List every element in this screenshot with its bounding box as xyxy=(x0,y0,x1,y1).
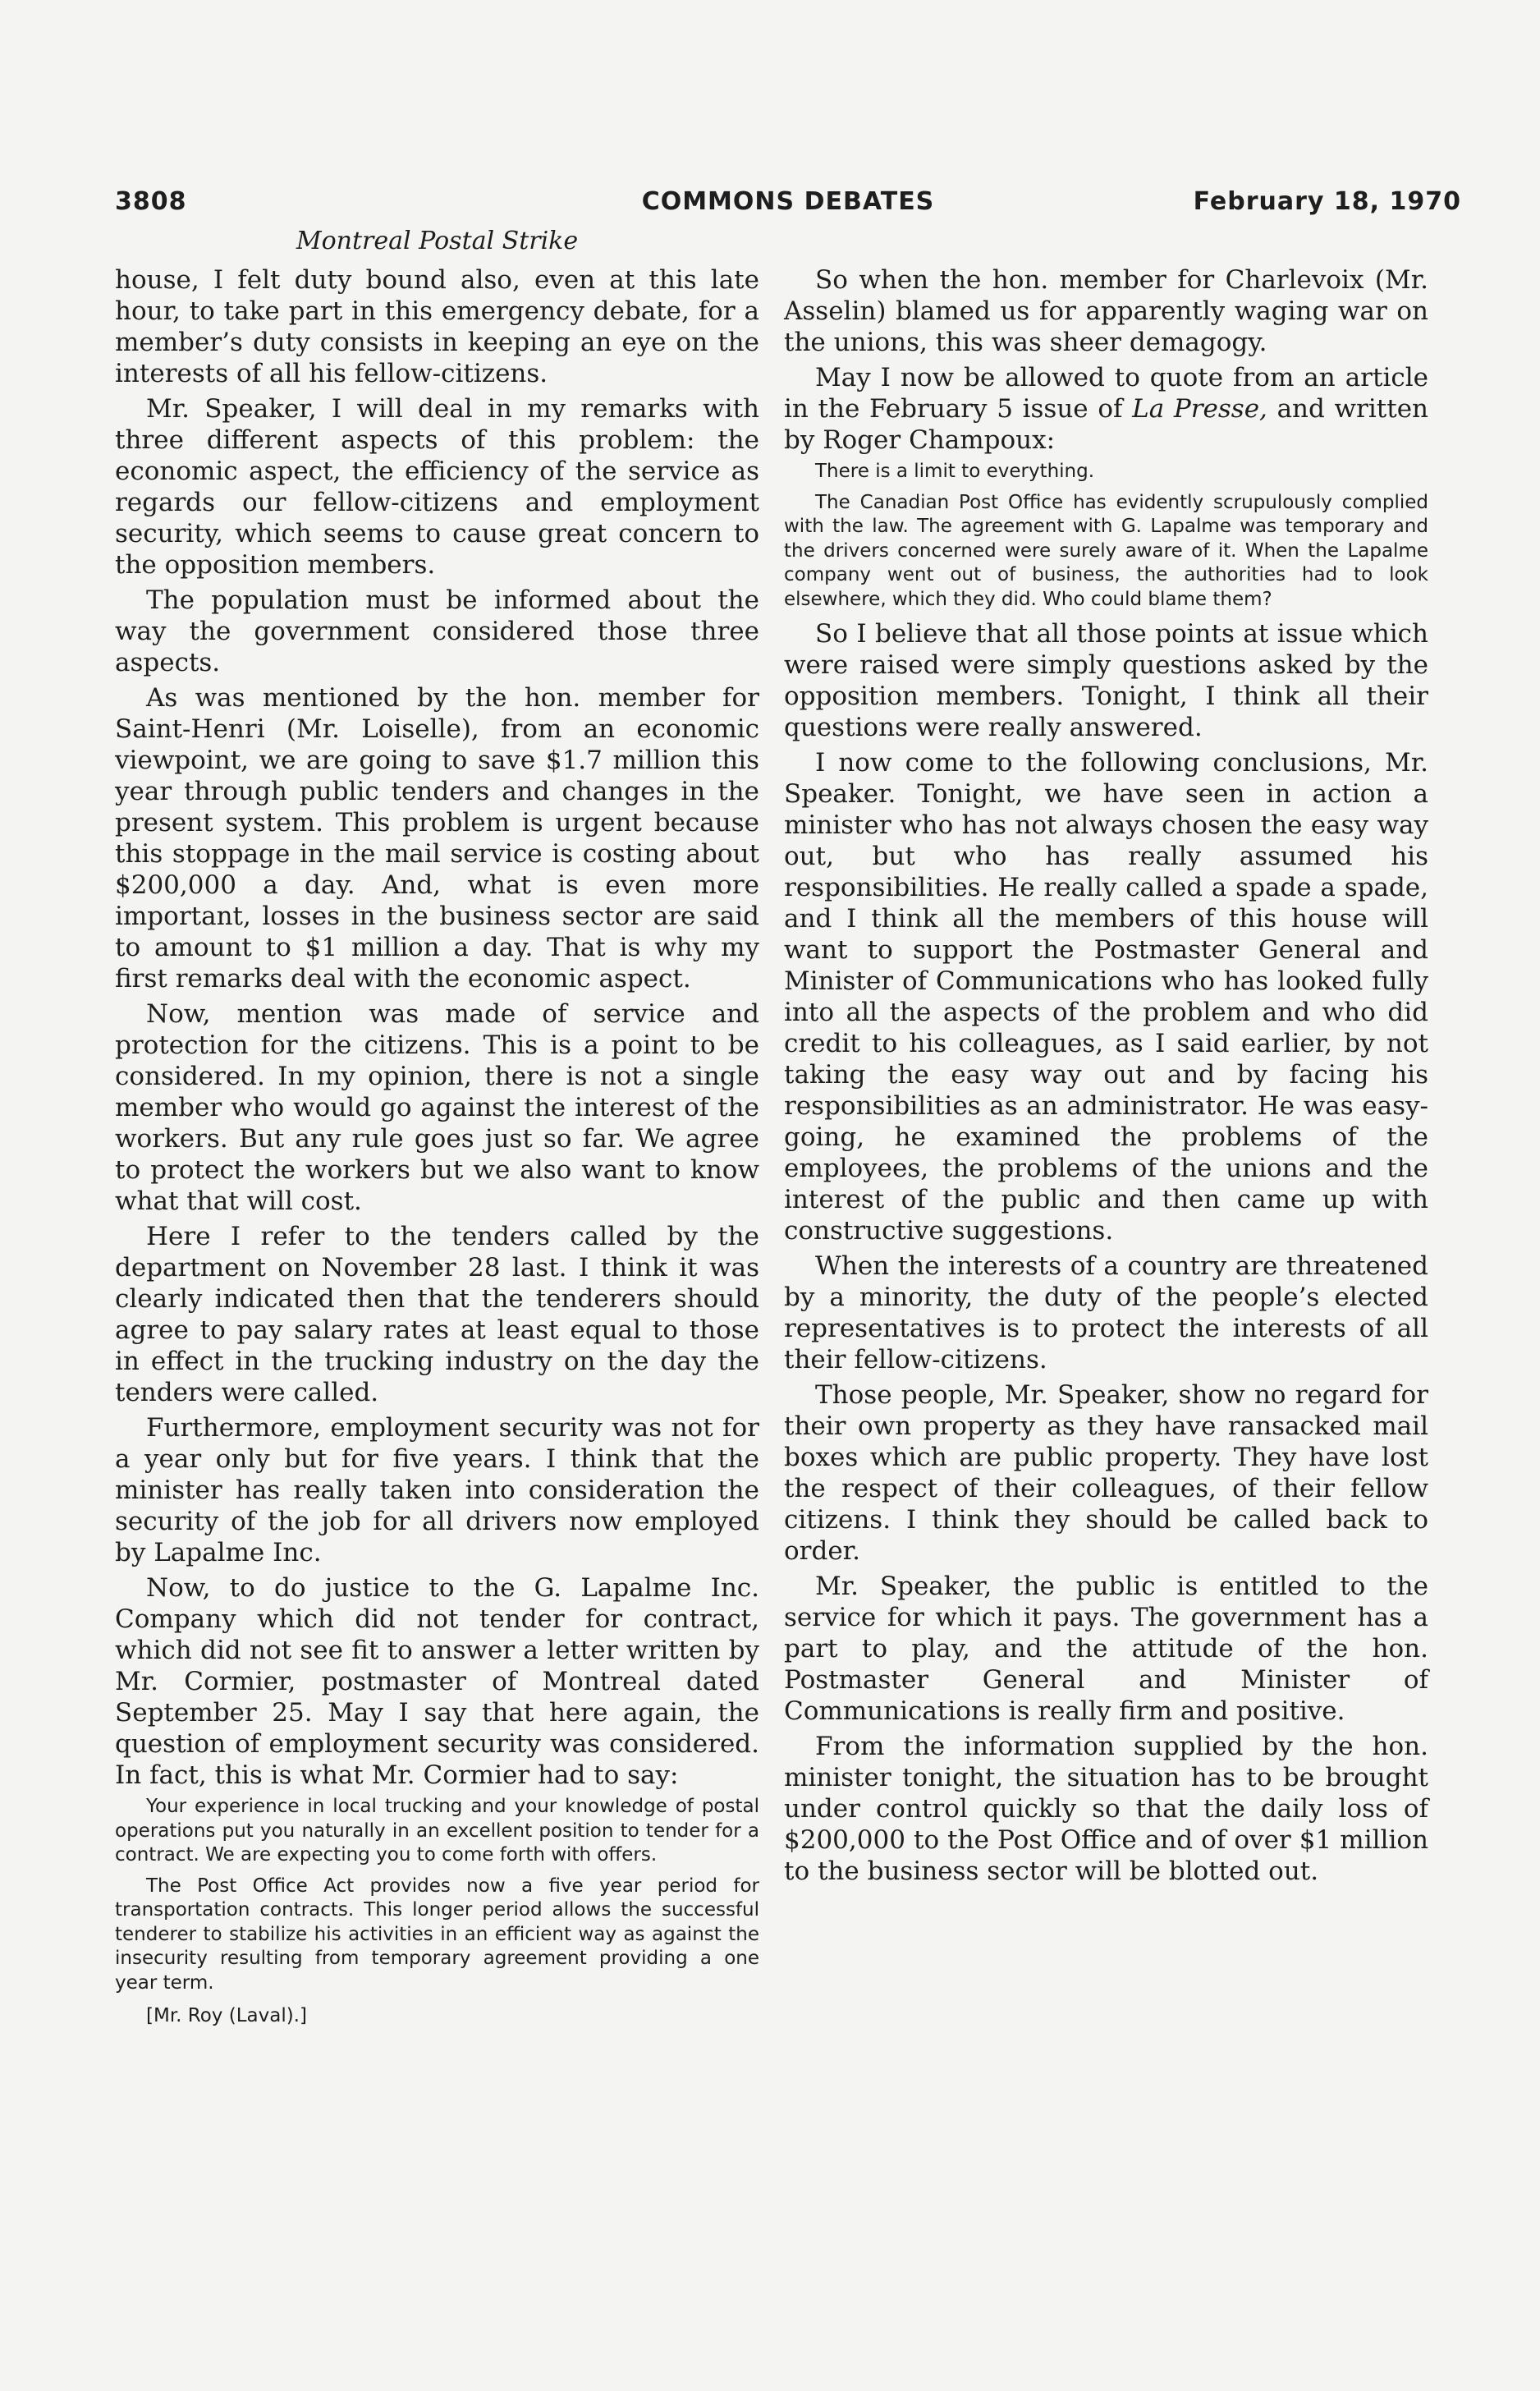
paragraph: So when the hon. member for Charlevoix (Mr. Asselin) blamed us for apparently waging war on the unions, this was sheer demagogy. xyxy=(784,265,1428,357)
paragraph: Now, mention was made of service and protection for the citizens. This is a point to be considered. In my opinion, there is not a single member who would go against the interest of the workers. But any rule goes just so far. We agree to protect the workers but we also want to know what that will cost. xyxy=(115,999,759,1216)
paragraph: Those people, Mr. Speaker, show no regard for their own property as they have ransacked mail boxes which are public property. They have lost the respect of their colleagues, of their fellow citizens. I think they should be called back to order. xyxy=(784,1380,1428,1566)
paragraph: Mr. Speaker, the public is entitled to the service for which it pays. The government has a part to play, and the attitude of the hon. Postmaster General and Minister of Communications is really firm and positive. xyxy=(784,1572,1428,1726)
paragraph xyxy=(784,362,1428,456)
paragraph: So I believe that all those points at issue which were raised were simply questions asked by the opposition members. Tonight, I think all their questions were really answered. xyxy=(784,619,1428,742)
paragraph: Furthermore, employment security was not for a year only but for five years. I think that the minister has really taken into consideration the security of the job for all drivers now employed by Lapalme Inc. xyxy=(115,1413,759,1567)
paragraph: From the information supplied by the hon. minister tonight, the situation has to be brought under control quickly so that the daily loss of $200,000 to the Post Office and of over $1 million to the business sector will be blotted out. xyxy=(784,1732,1428,1886)
publication-name: La Presse, xyxy=(1132,394,1267,424)
running-head: Montreal Postal Strike xyxy=(296,227,579,255)
paragraph: Now, to do justice to the G. Lapalme Inc. Company which did not tender for contract, which did not see fit to answer a letter written by Mr. Cormier, postmaster of Montreal dated September 25. May I say that here again, the question of employment security was considered. In fact, this is what Mr. Cormier had to say: xyxy=(115,1573,759,1790)
paragraph-text: and written by Roger Champoux: xyxy=(784,394,1429,455)
paragraph: house, I felt duty bound also, even at this late hour, to take part in this emergency debate, for a member’s duty consists in keeping an eye on the interests of all his fellow-citizens. xyxy=(115,265,759,388)
block-quote: The Canadian Post Office has evidently scrupulously complied with the law. The agreement with G. Lapalme was temporary and the drivers concerned were surely aware of it. When the Lapalme company went out of business, the authorities had to look elsewhere, which they did. Who could blame them? xyxy=(784,491,1428,610)
block-quote: The Post Office Act provides now a five year period for transportation contracts. This longer period allows the successful tenderer to stabilize his activities in an efficient way as against the insecurity resulting from temporary agreement providing a one year term. xyxy=(115,1875,759,1994)
right-column xyxy=(784,264,1428,1891)
page-header xyxy=(115,187,1461,223)
header-date: February 18, 1970 xyxy=(1193,187,1461,216)
paragraph: When the interests of a country are threatened by a minority, the duty of the people’s elected representatives is to protect the interests of all their fellow-citizens. xyxy=(784,1251,1428,1374)
journal-title: COMMONS DEBATES xyxy=(641,187,935,216)
paragraph: I now come to the following conclusions, Mr. Speaker. Tonight, we have seen in action a minister who has not always chosen the easy way out, but who has really assumed his responsibilities. He really called a spade a spade, and I think all the members of this house will want to support the Postmaster General and Minister of Communications who has looked fully into all the aspects of the problem and who did credit to his colleagues, as I said earlier, by not taking the easy way out and by facing his responsibilities as an administrator. He was easy-going, he examined the problems of the employees, the problems of the unions and the interest of the public and then came up with constructive suggestions. xyxy=(784,748,1428,1246)
paragraph-text: May I now be allowed to quote from an article in the February 5 issue of xyxy=(784,363,1428,424)
paragraph: The population must be informed about the way the government considered those three aspects. xyxy=(115,585,759,677)
block-quote: Your experience in local trucking and your knowledge of postal operations put you naturally in an excellent position to tender for a contract. We are expecting you to come forth with offers. xyxy=(115,1796,759,1866)
paragraph: Here I refer to the tenders called by the department on November 28 last. I think it was clearly indicated then that the tenderers should agree to pay salary rates at least equal to those in effect in the trucking industry on the day the tenders were called. xyxy=(115,1222,759,1407)
speaker-attribution: [Mr. Roy (Laval).] xyxy=(146,2005,307,2026)
block-quote: There is a limit to everything. xyxy=(815,461,1095,482)
paragraph: As was mentioned by the hon. member for Saint-Henri (Mr. Loiselle), from an economic viewpoint, we are going to save $1.7 million this year through public tenders and changes in the present system. This problem is urgent because this stoppage in the mail service is costing about $200,000 a day. And, what is even more important, losses in the business sector are said to amount to $1 million a day. That is why my first remarks deal with the economic aspect. xyxy=(115,683,759,994)
left-column xyxy=(115,264,759,2028)
page-number: 3808 xyxy=(115,187,187,216)
paragraph: Mr. Speaker, I will deal in my remarks with three different aspects of this problem: the economic aspect, the efficiency of the service as regards our fellow-citizens and employment security, which seems to cause great concern to the opposition members. xyxy=(115,394,759,580)
